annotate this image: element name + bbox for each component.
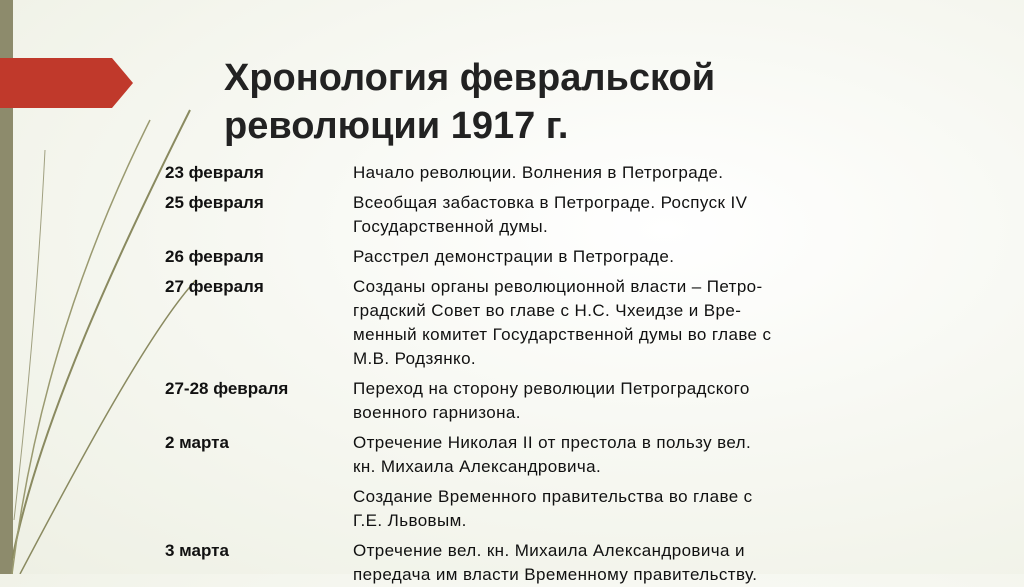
chronology-row [165, 539, 945, 587]
desc-line: менный комитет Государственной думы во главе с [353, 325, 772, 344]
row-date: 2 марта [165, 433, 229, 452]
desc-line: Государственной думы. [353, 217, 549, 236]
row-description [353, 377, 945, 425]
desc-line: Отречение вел. кн. Михаила Александровича и [353, 541, 745, 560]
row-description [353, 245, 945, 269]
row-description [353, 539, 945, 587]
desc-line: Всеобщая забастовка в Петрограде. Роспуск IV [353, 193, 748, 212]
desc-line: градский Совет во главе с Н.С. Чхеидзе и Вре- [353, 301, 742, 320]
desc-line: М.В. Родзянко. [353, 349, 477, 368]
row-description [353, 161, 945, 185]
desc-line: Переход на сторону революции Петроградского [353, 379, 750, 398]
desc-line: передача им власти Временному правительству. [353, 565, 758, 584]
row-date: 23 февраля [165, 163, 264, 182]
desc-line: кн. Михаила Александровича. [353, 457, 602, 476]
desc-line: Создание Временного правительства во главе с [353, 487, 753, 506]
desc-line: Созданы органы революционной власти – Петро- [353, 277, 763, 296]
chronology-table [165, 161, 945, 587]
title-arrow-shape [0, 58, 133, 108]
row-date: 27-28 февраля [165, 379, 289, 398]
desc-line: Отречение Николая II от престола в пользу вел. [353, 433, 752, 452]
row-description [353, 191, 945, 239]
chronology-row [165, 191, 945, 239]
row-date [165, 485, 353, 533]
row-date: 25 февраля [165, 193, 264, 212]
title-line-2: революции 1917 г. [224, 105, 569, 147]
desc-line: военного гарнизона. [353, 403, 521, 422]
chronology-row [165, 431, 945, 479]
slide-title [224, 54, 924, 150]
chronology-row [165, 161, 945, 185]
desc-line: Г.Е. Львовым. [353, 511, 467, 530]
chronology-row [165, 245, 945, 269]
row-date: 3 марта [165, 541, 229, 560]
row-description [353, 485, 945, 533]
row-description [353, 431, 945, 479]
chronology-row [165, 377, 945, 425]
row-date: 27 февраля [165, 277, 264, 296]
title-line-1: Хронология февральской [224, 57, 716, 99]
row-description [353, 275, 945, 371]
chronology-row [165, 485, 945, 533]
row-date: 26 февраля [165, 247, 264, 266]
desc-line: Начало революции. Волнения в Петрограде. [353, 163, 724, 182]
chronology-row [165, 275, 945, 371]
desc-line: Расстрел демонстрации в Петрограде. [353, 247, 675, 266]
